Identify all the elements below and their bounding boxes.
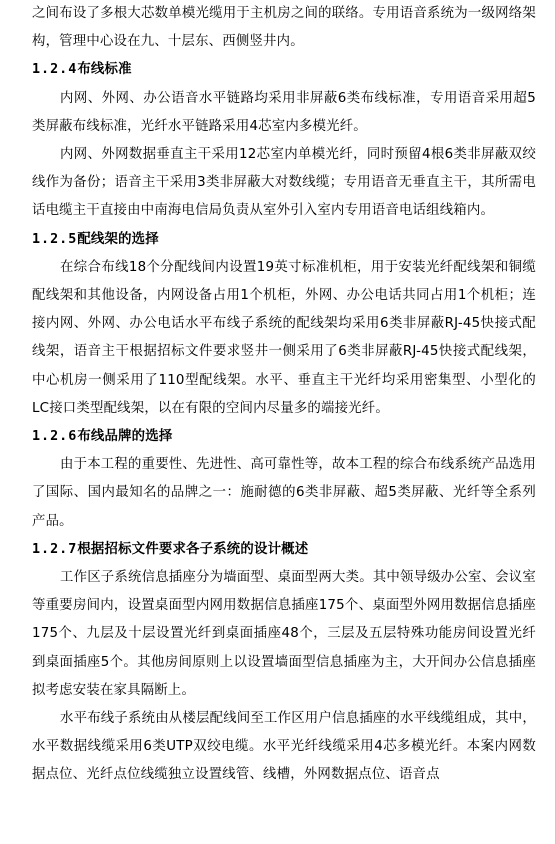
section-title: 布线品牌的选择 [77, 429, 173, 445]
section-title: 根据招标文件要求各子系统的设计概述 [77, 541, 309, 557]
section-heading-1-2-5 [32, 226, 536, 254]
paragraph-work-area: 工作区子系统信息插座分为墙面型、桌面型两大类。其中领导级办公室、会议室等重要房间内，设置桌面型内网用数据信息插座175个、桌面型外网用数据信息插座175个、九层及十层设置光纤到桌面插座48个，三层及五层特殊功能房间设置光纤到桌面插座5个。其他房间原则上以设置墙面型信息插座为主，大开间办公信息插座拟考虑安装在家具隔断上。 [32, 570, 536, 698]
paragraph-patch-panel: 在综合布线18个分配线间内设置19英寸标准机柜，用于安装光纤配线架和铜缆配线架和其他设备，内网设备占用1个机柜，外网、办公电话共同占用1个机柜；连接内网、外网、办公电话水平布线子系统的配线架均采用6类非屏蔽RJ-45快接式配线架，语音主干根据招标文件要求竖井一侧采用了6类非屏蔽RJ-45快接式配线架，中心机房一侧采用了110型配线架。水平、垂直主干光纤均采用密集型、小型化的LC接口类型配线架，以在有限的空间内尽量多的端接光纤。 [32, 259, 536, 416]
paragraph-cabling-standard-vertical: 内网、外网数据垂直主干采用12芯室内单模光纤，同时预留4根6类非屏蔽双绞线作为备份；语音主干采用3类非屏蔽大对数线缆；专用语音无垂直主干，其所需电话电缆主干直接由中南海电信局负责从室外引入室内专用语音电话组线箱内。 [32, 147, 536, 219]
section-heading-1-2-6 [32, 423, 536, 451]
section-heading-1-2-4 [32, 56, 536, 84]
section-number: 1.2.7 [32, 541, 78, 557]
section-title: 布线标准 [77, 62, 132, 78]
document-body [32, 0, 536, 790]
paragraph-cabling-standard-horizontal: 内网、外网、办公语音水平链路均采用非屏蔽6类布线标准，专用语音采用超5类屏蔽布线标准，光纤水平链路采用4芯室内多模光纤。 [32, 90, 536, 134]
section-number: 1.2.6 [32, 429, 78, 445]
paragraph-intro: 之间布设了多根大芯数单模光缆用于主机房之间的联络。专用语音系统为一级网络架构，管理中心设在九、十层东、西侧竖井内。 [32, 6, 536, 50]
paragraph-horizontal-subsystem: 水平布线子系统由从楼层配线间至工作区用户信息插座的水平线缆组成，其中，水平数据线缆采用6类UTP双绞电缆。水平光纤线缆采用4芯多模光纤。本案内网数据点位、光纤点位线缆独立设置线管、线槽，外网数据点位、语音点 [32, 711, 536, 783]
section-number: 1.2.5 [32, 231, 78, 247]
section-heading-1-2-7 [32, 536, 536, 564]
section-number: 1.2.4 [32, 62, 78, 78]
paragraph-brand: 由于本工程的重要性、先进性、高可靠性等，故本工程的综合布线系统产品选用了国际、国内最知名的品牌之一：施耐德的6类非屏蔽、超5类屏蔽、光纤等全系列产品。 [32, 457, 536, 529]
section-title: 配线架的选择 [77, 231, 159, 247]
